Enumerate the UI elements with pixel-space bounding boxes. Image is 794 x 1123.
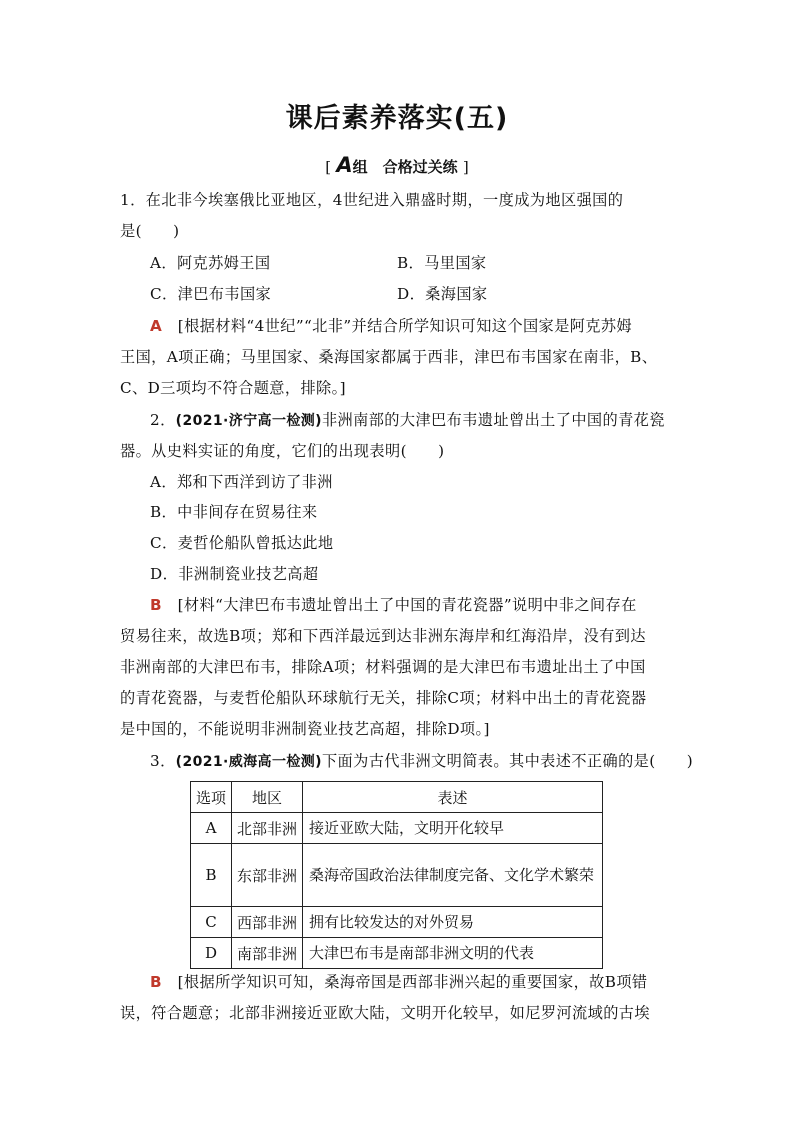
q3-stem-line1: [150, 749, 694, 774]
group-header: [0, 153, 794, 177]
table-cell-desc: 桑海帝国政治法律制度完备、文化学术繁荣: [303, 844, 603, 907]
q2-analysis-text1: [材料“大津巴布韦遗址曾出土了中国的青花瓷器”说明中非之间存在: [177, 596, 637, 614]
q1-analysis-line3: C、D三项均不符合题意，排除。]: [120, 379, 346, 397]
q2-analysis-line2: 贸易往来，故选B项；郑和下西洋最远到达非洲东海岸和红海沿岸，没有到达: [120, 627, 646, 645]
q1-option-d: D．桑海国家: [397, 285, 488, 303]
q3-source: (2021·威海高一检测): [175, 754, 322, 770]
table-row: [191, 844, 603, 907]
table-cell-region: 东部非洲: [232, 844, 303, 907]
q1-stem-line1: 1．在北非今埃塞俄比亚地区，4世纪进入鼎盛时期，一度成为地区强国的: [120, 191, 624, 209]
table-cell-desc: 接近亚欧大陆，文明开化较早: [303, 813, 603, 844]
q1-answer: A: [150, 317, 163, 335]
q2-analysis-line4: 的青花瓷器，与麦哲伦船队环球航行无关，排除C项；材料中出土的青花瓷器: [120, 689, 647, 707]
q2-analysis-line1: [150, 593, 680, 617]
q2-number: 2．: [150, 411, 176, 429]
table-cell-desc: 大津巴布韦是南部非洲文明的代表: [303, 938, 603, 969]
q3-analysis-text1: [根据所学知识可知，桑海帝国是西部非洲兴起的重要国家，故B项错: [177, 973, 648, 991]
q2-option-b: B．中非间存在贸易往来: [150, 503, 318, 521]
q3-stem-text: 下面为古代非洲文明简表。其中表述不正确的是( ): [321, 752, 694, 770]
q2-option-a: A．郑和下西洋到访了非洲: [150, 473, 333, 491]
q1-stem-line2: 是( ): [120, 222, 180, 240]
table-cell-region: 南部非洲: [232, 938, 303, 969]
group-close-bracket: ]: [462, 158, 469, 176]
table-header-desc: 表述: [303, 782, 603, 813]
table-row: [191, 938, 603, 969]
table-cell-desc: 拥有比较发达的对外贸易: [303, 907, 603, 938]
group-label: 组 合格过关练: [352, 158, 458, 176]
q2-option-d: D．非洲制瓷业技艺高超: [150, 565, 319, 583]
table-header-region: 地区: [232, 782, 303, 813]
group-letter: A: [336, 153, 353, 177]
q1-option-a: A．阿克苏姆王国: [150, 254, 271, 272]
civilization-table: [190, 781, 603, 969]
q1-analysis-line2: 王国，A项正确；马里国家、桑海国家都属于西非，津巴布韦国家在南非，B、: [120, 348, 658, 366]
table-header-row: [191, 782, 603, 813]
table-cell-option: B: [191, 844, 232, 907]
page-title: 课后素养落实(五): [285, 103, 509, 134]
q3-analysis-line1: [150, 970, 680, 994]
table-header-option: 选项: [191, 782, 232, 813]
group-open-bracket: [: [325, 158, 332, 176]
q3-answer: B: [150, 973, 162, 991]
table-row: [191, 813, 603, 844]
q2-stem-line1: [150, 408, 680, 433]
q3-number: 3．: [150, 752, 176, 770]
q2-stem-text: 非洲南部的大津巴布韦遗址曾出土了中国的青花瓷: [321, 411, 665, 429]
q1-option-c: C．津巴布韦国家: [150, 285, 272, 303]
q3-analysis-line2: 误，符合题意；北部非洲接近亚欧大陆，文明开化较早，如尼罗河流域的古埃: [120, 1004, 650, 1022]
q2-stem-line2: 器。从史料实证的角度，它们的出现表明( ): [120, 442, 445, 460]
table-row: [191, 907, 603, 938]
q1-analysis-text1: [根据材料“4世纪”“北非”并结合所学知识可知这个国家是阿克苏姆: [177, 317, 633, 335]
q1-option-b: B．马里国家: [397, 254, 487, 272]
q1-analysis-line1: [150, 314, 680, 338]
table-cell-option: C: [191, 907, 232, 938]
table-cell-option: D: [191, 938, 232, 969]
q2-answer: B: [150, 596, 162, 614]
table-cell-option: A: [191, 813, 232, 844]
table-cell-region: 北部非洲: [232, 813, 303, 844]
q2-analysis-line3: 非洲南部的大津巴布韦，排除A项；材料强调的是大津巴布韦遗址出土了中国: [120, 658, 646, 676]
q2-source: (2021·济宁高一检测): [175, 413, 322, 429]
table-cell-region: 西部非洲: [232, 907, 303, 938]
q2-option-c: C．麦哲伦船队曾抵达此地: [150, 534, 334, 552]
q2-analysis-line5: 是中国的，不能说明非洲制瓷业技艺高超，排除D项。]: [120, 720, 490, 738]
